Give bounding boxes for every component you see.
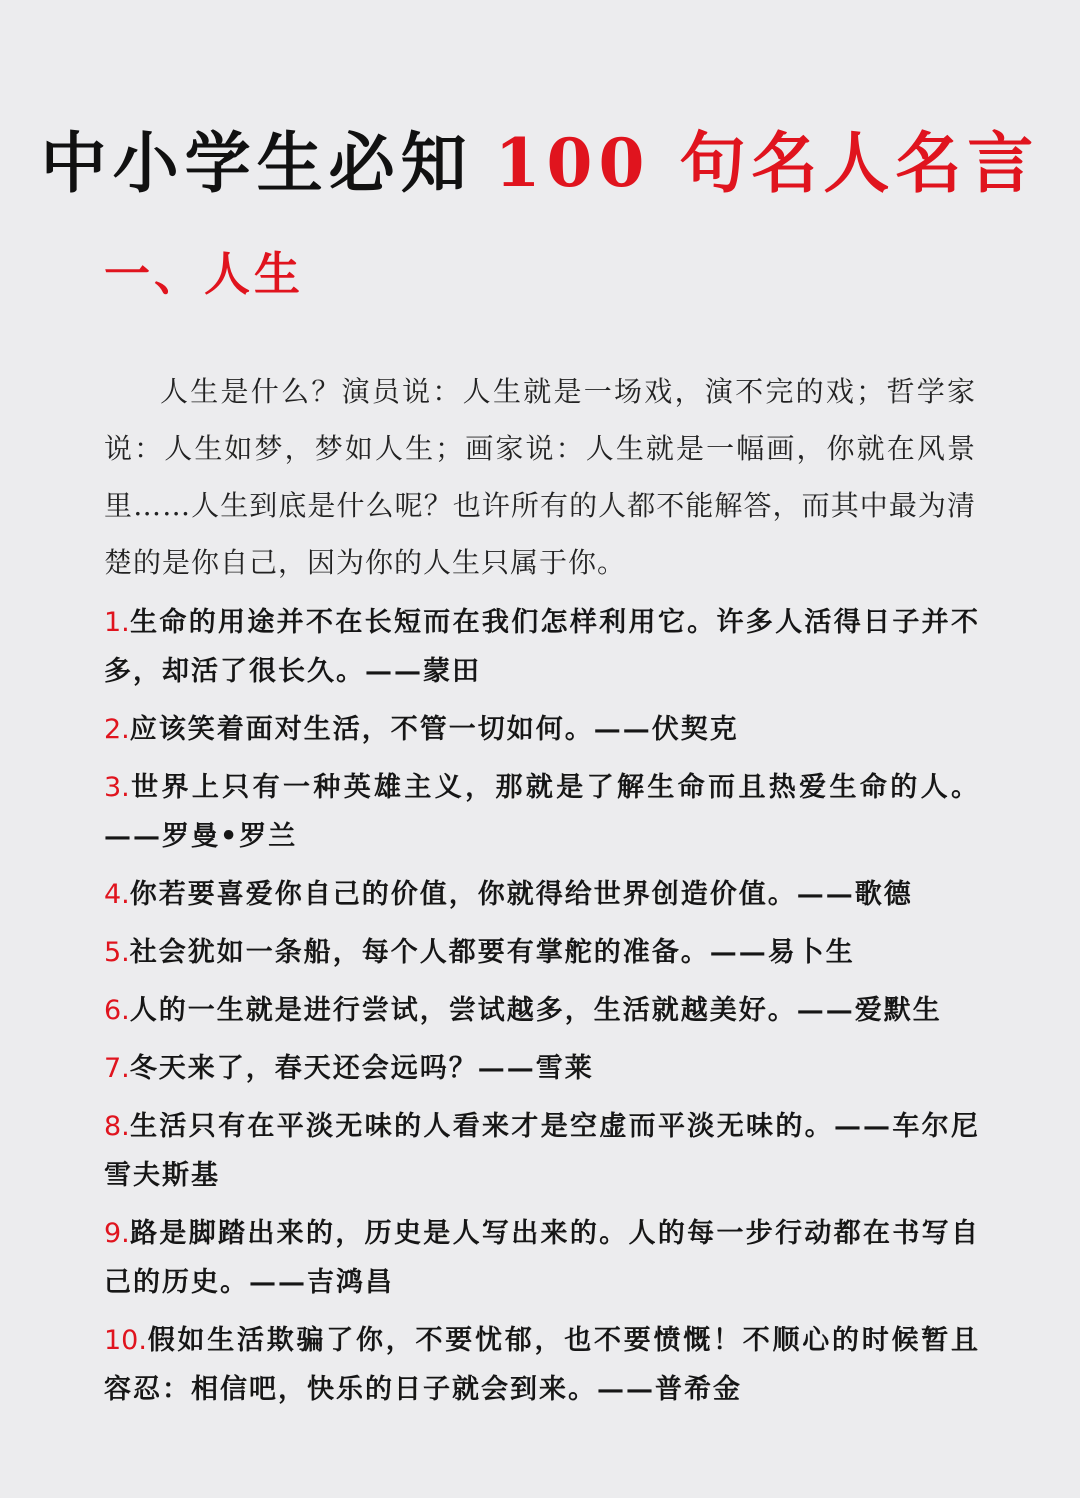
quote-text: 社会犹如一条船，每个人都要有掌舵的准备。——易卜生 [129,937,855,968]
quote-item [104,986,980,1035]
quote-text: 你若要喜爱你自己的价值，你就得给世界创造价值。——歌德 [129,879,913,910]
page-title-main: 中小学生必知 [40,124,473,202]
quote-text: 世界上只有一种英雄主义，那就是了解生命而且热爱生命的人。——罗曼•罗兰 [104,772,980,852]
intro-paragraph: 人生是什么？演员说：人生就是一场戏，演不完的戏；哲学家说：人生如梦，梦如人生；画家说：人生就是一幅画，你就在风景里……人生到底是什么呢？也许所有的人都不能解答，而其中最为清楚的是你自己，因为你的人生只属于你。 [104,375,976,579]
quote-number: 6. [104,995,130,1026]
quote-number: 10. [104,1325,147,1356]
quote-text: 路是脚踏出来的，历史是人写出来的。人的每一步行动都在书写自己的历史。——吉鸿昌 [104,1218,980,1298]
quote-text: 人的一生就是进行尝试，尝试越多，生活就越美好。——爱默生 [129,995,942,1026]
quote-item [104,763,980,861]
quote-text: 应该笑着面对生活，不管一切如何。——伏契克 [129,714,739,745]
quote-number: 5. [104,937,130,968]
quote-number: 4. [104,879,130,910]
quote-item [104,928,980,977]
page-title-highlight: 100 句名人名言 [494,124,1040,202]
quote-item [104,1316,980,1414]
quote-item [104,1209,980,1307]
quote-number: 2. [104,714,130,745]
quote-number: 7. [104,1053,130,1084]
quote-text: 生活只有在平淡无味的人看来才是空虚而平淡无味的。——车尔尼雪夫斯基 [104,1111,980,1191]
quote-item [104,705,980,754]
quote-item [104,1044,980,1093]
quote-number: 8. [104,1111,130,1142]
quote-item [104,598,980,696]
section-heading: 一、人生 [104,247,304,301]
quote-text: 假如生活欺骗了你，不要忧郁，也不要愤慨！不顺心的时候暂且容忍：相信吧，快乐的日子就会到来。——普希金 [104,1325,980,1405]
quote-text: 冬天来了，春天还会远吗？——雪莱 [129,1053,594,1084]
quote-item [104,1102,980,1200]
quote-item [104,870,980,919]
quote-number: 1. [104,607,130,638]
quote-number: 9. [104,1218,130,1249]
quote-number: 3. [104,772,130,803]
quote-list [104,598,980,1423]
quote-text: 生命的用途并不在长短而在我们怎样利用它。许多人活得日子并不多，却活了很长久。——蒙田 [104,607,980,687]
page-title [0,118,1080,208]
